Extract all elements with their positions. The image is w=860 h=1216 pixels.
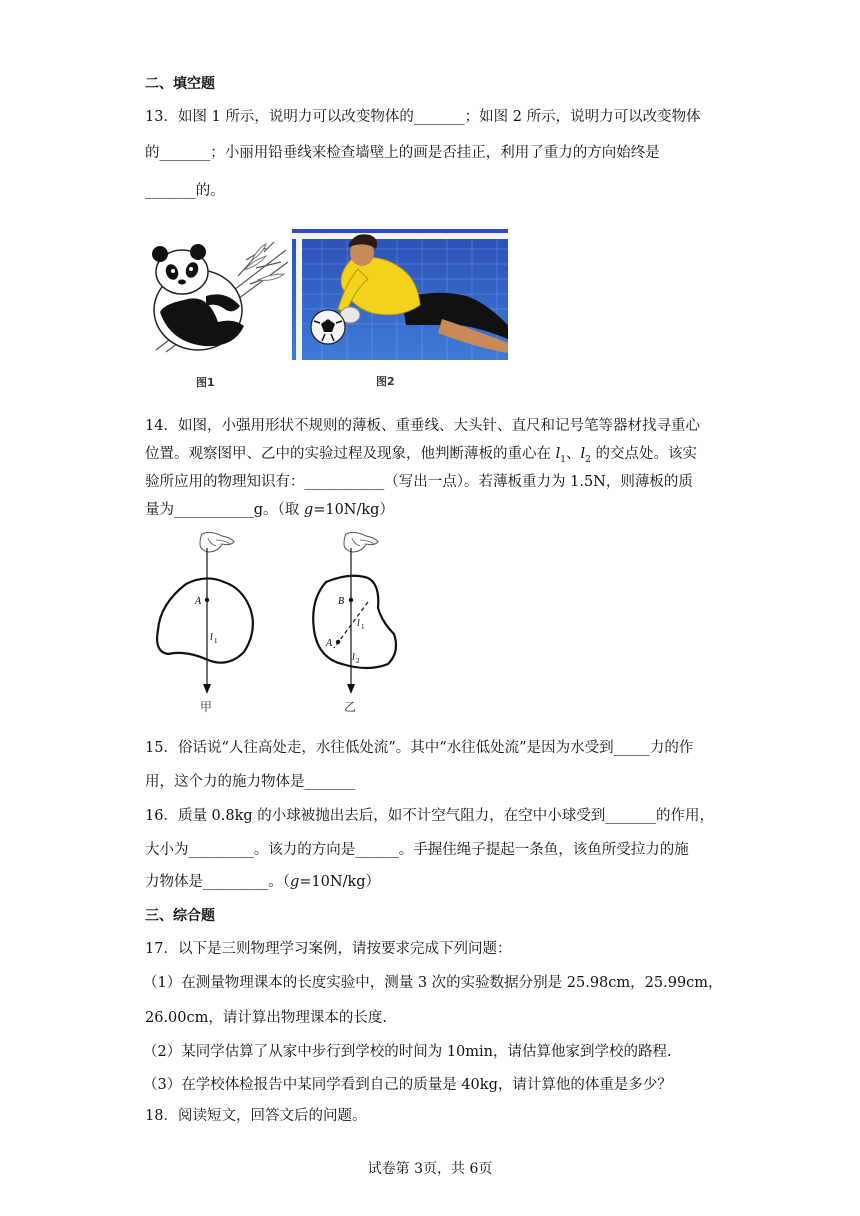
page-footer: 试卷第 3页，共 6页 <box>367 1161 493 1177</box>
q15-line-2: 用，这个力的施力物体是_______ <box>145 774 356 790</box>
q14-line-3: 验所应用的物理知识有：___________（写出一点）。若薄板重力为 1.5N，则薄板的质 <box>145 474 693 490</box>
plate-figure-b <box>306 530 406 716</box>
q17-line-2: （1）在测量物理课本的长度实验中，测量 3 次的实验数据分别是 25.98cm，25.99cm， <box>143 975 723 991</box>
fig1-caption: 图1 <box>196 376 215 389</box>
q17-line-3: 26.00cm，请计算出物理课本的长度. <box>145 1010 387 1026</box>
q13-line-1: 13．如图 1 所示，说明力可以改变物体的_______；如图 2 所示，说明力可以改变物体 <box>145 109 701 125</box>
section-heading-comprehensive: 三、综合题 <box>145 908 215 924</box>
section-heading-fill-blank: 二、填空题 <box>145 76 215 92</box>
q16-line-1: 16．质量 0.8kg 的小球被抛出去后，如不计空气阻力，在空中小球受到_______的作用， <box>145 808 715 824</box>
q13-line-2: 的_______；小丽用铅垂线来检查墙壁上的画是否挂正，利用了重力的方向始终是 <box>145 145 660 161</box>
svg-text:B: B <box>338 596 345 607</box>
plate-figure-a <box>150 530 262 716</box>
svg-text:l: l <box>357 618 360 629</box>
fig-caption-yi: 乙 <box>344 700 357 714</box>
svg-text:1: 1 <box>361 623 365 631</box>
q17-line-5: （3）在学校体检报告中某同学看到自己的质量是 40kg，请计算他的体重是多少？ <box>143 1077 672 1093</box>
fig2-caption: 图2 <box>376 375 395 388</box>
q16-line-2: 大小为_________。该力的方向是______。手握住绳子提起一条鱼，该鱼所受拉力的施 <box>145 842 689 858</box>
q16-line-3: 力物体是_________。（g=10N/kg） <box>145 874 381 890</box>
q13-line-3: _______的。 <box>145 183 225 199</box>
panda-figure <box>146 240 292 362</box>
goalkeeper-figure <box>292 229 508 360</box>
point-a-label: A <box>195 596 202 607</box>
q14-line-1: 14．如图，小强用形状不规则的薄板、重垂线、大头针、直尺和记号笔等器材找寻重心 <box>145 418 700 434</box>
q17-line-1: 17．以下是三则物理学习案例，请按要求完成下列问题： <box>145 941 512 957</box>
svg-text:l: l <box>210 632 213 643</box>
q14-line-2: 位置。观察图甲、乙中的实验过程及现象，他判断薄板的重心在 $l_1$、$l_2$ 的交点处。该实 <box>145 446 697 465</box>
svg-text:1: 1 <box>214 637 218 645</box>
svg-text:A: A <box>326 638 333 649</box>
q15-line-1: 15．俗话说“人往高处走，水往低处流”。其中“水往低处流”是因为水受到_____力的作 <box>145 740 694 756</box>
q18-line-1: 18．阅读短文，回答文后的问题。 <box>145 1108 367 1124</box>
q17-line-4: （2）某同学估算了从家中步行到学校的时间为 10min，请估算他家到学校的路程. <box>143 1044 672 1060</box>
svg-text:2: 2 <box>356 657 360 665</box>
fig-caption-jia: 甲 <box>200 700 213 714</box>
svg-text:l: l <box>352 652 355 663</box>
q14-line-4: 量为___________g。（取 g=10N/kg） <box>145 502 394 518</box>
